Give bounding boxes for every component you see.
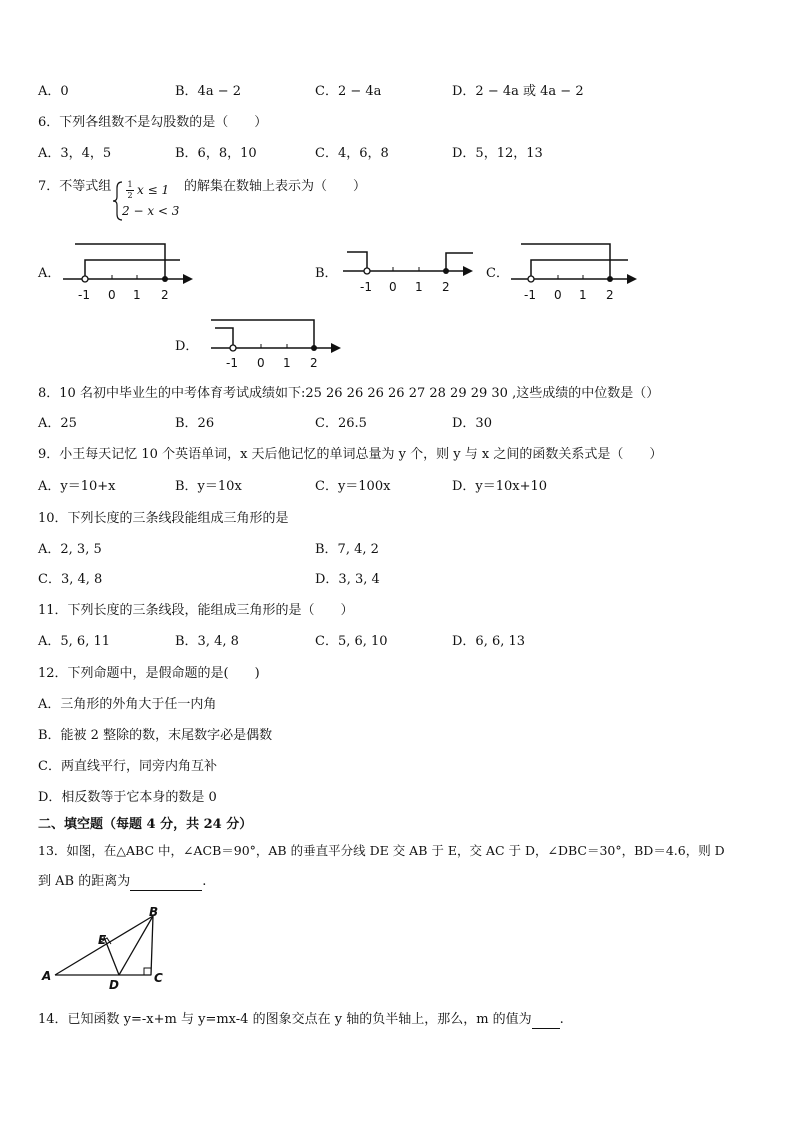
q7-frac-den: 2	[127, 191, 133, 200]
q10-option-b: B．7, 4, 2	[315, 542, 379, 557]
q6-option-c: C．4，6，8	[315, 146, 389, 161]
q12-option-a: A．三角形的外角大于任一内角	[38, 697, 217, 712]
q7-stem-prefix: 7．不等式组	[38, 179, 112, 194]
q10-option-c: C．3, 4, 8	[38, 572, 103, 587]
tick-label: 2	[310, 356, 318, 370]
q12-option-c: C．两直线平行，同旁内角互补	[38, 759, 217, 774]
q5-option-c: C．2 − 4a	[315, 84, 382, 99]
q9-option-a: A．y＝10+x	[38, 479, 116, 494]
q7-label-a: A．	[38, 266, 61, 281]
q5-option-b: B．4a − 2	[175, 84, 242, 99]
q11-stem: 11．下列长度的三条线段，能组成三角形的是（ ）	[38, 603, 354, 618]
q5-option-a: A．0	[38, 84, 69, 99]
q8-option-b: B．26	[175, 416, 215, 431]
q7-inequality-system	[112, 180, 182, 222]
q11-option-c: C．5, 6, 10	[315, 634, 388, 649]
q13-line2-text: 到 AB 的距离为	[38, 874, 131, 889]
tick-label: 2	[161, 288, 169, 302]
q7-numberline-b	[335, 245, 485, 300]
tick-label: 1	[133, 288, 141, 302]
q7-numberline-d	[203, 315, 353, 371]
tick-label: -1	[78, 288, 90, 302]
q5-option-d: D．2 − 4a 或 4a − 2	[452, 84, 584, 99]
point-label-c: C	[154, 971, 163, 985]
q6-option-d: D．5，12，13	[452, 146, 543, 161]
q8-option-c: C．26.5	[315, 416, 367, 431]
triangle-figure	[40, 902, 175, 994]
point-label-d: D	[109, 978, 119, 992]
q9-stem: 9．小王每天记忆 10 个英语单词，x 天后他记忆的单词总量为 y 个，则 y 与 x 之间的函数关系式是（ ）	[38, 447, 663, 462]
answer-blank[interactable]	[130, 876, 202, 891]
tick-label: 1	[415, 280, 423, 294]
point-label-b: B	[149, 905, 159, 919]
q14-stem: 14．已知函数 y=-x+m 与 y=mx-4 的图象交点在 y 轴的负半轴上，那么，m 的值为	[38, 1012, 532, 1027]
q9-option-c: C．y＝100x	[315, 479, 391, 494]
q7-label-d: D．	[175, 339, 199, 354]
q10-option-a: A．2, 3, 5	[38, 542, 102, 557]
tick-label: 1	[283, 356, 291, 370]
q7-stem-suffix: 的解集在数轴上表示为（ ）	[184, 179, 367, 194]
q14-stem-end: .	[559, 1012, 564, 1027]
q9-option-d: D．y＝10x+10	[452, 479, 548, 494]
point-label-e: E	[98, 933, 107, 947]
answer-blank[interactable]	[532, 1014, 560, 1029]
q12-stem: 12．下列命题中，是假命题的是( )	[38, 666, 260, 681]
q7-label-c: C．	[486, 266, 509, 281]
q12-option-b: B．能被 2 整除的数，末尾数字必是偶数	[38, 728, 273, 743]
q7-ineq2: 2 − x < 3	[122, 204, 180, 218]
q13-line2-end: .	[202, 874, 207, 889]
q11-option-d: D．6, 6, 13	[452, 634, 526, 649]
q10-stem: 10．下列长度的三条线段能组成三角形的是	[38, 511, 289, 526]
q12-option-d: D．相反数等于它本身的数是 0	[38, 790, 217, 805]
q13-line1: 13．如图，在△ABC 中，∠ACB＝90°，AB 的垂直平分线 DE 交 AB 于 E，交 AC 于 D，∠DBC＝30°，BD＝4.6，则 D	[38, 843, 725, 858]
tick-label: 0	[257, 356, 265, 370]
q7-label-b: B．	[315, 266, 338, 281]
q7-numberline-c	[503, 238, 653, 304]
tick-label: 0	[389, 280, 397, 294]
q13-line2	[38, 873, 206, 891]
section-title: 二、填空题（每题 4 分，共 24 分）	[38, 817, 253, 832]
q9-option-b: B．y＝10x	[175, 479, 242, 494]
tick-label: 2	[606, 288, 614, 302]
point-label-a: A	[42, 969, 52, 983]
tick-label: -1	[226, 356, 238, 370]
tick-label: 1	[579, 288, 587, 302]
q7-frac-num: 1	[127, 180, 133, 189]
q8-option-d: D．30	[452, 416, 492, 431]
q11-option-a: A．5, 6, 11	[38, 634, 111, 649]
tick-label: 0	[554, 288, 562, 302]
q11-option-b: B．3, 4, 8	[175, 634, 239, 649]
q6-option-b: B．6，8，10	[175, 146, 257, 161]
tick-label: 2	[442, 280, 450, 294]
q6-option-a: A．3，4，5	[38, 146, 112, 161]
q8-option-a: A．25	[38, 416, 77, 431]
tick-label: -1	[360, 280, 372, 294]
q7-ineq1: x ≤ 1	[137, 183, 170, 197]
q6-stem: 6．下列各组数不是勾股数的是（ ）	[38, 115, 268, 130]
q14-line	[38, 1011, 564, 1029]
tick-label: -1	[524, 288, 536, 302]
q7-numberline-a	[55, 238, 205, 304]
q10-option-d: D．3, 3, 4	[315, 572, 380, 587]
tick-label: 0	[108, 288, 116, 302]
q8-stem: 8．10 名初中毕业生的中考体育考试成绩如下:25 26 26 26 26 27 28 29 29 30 ,这些成绩的中位数是（）	[38, 386, 660, 401]
